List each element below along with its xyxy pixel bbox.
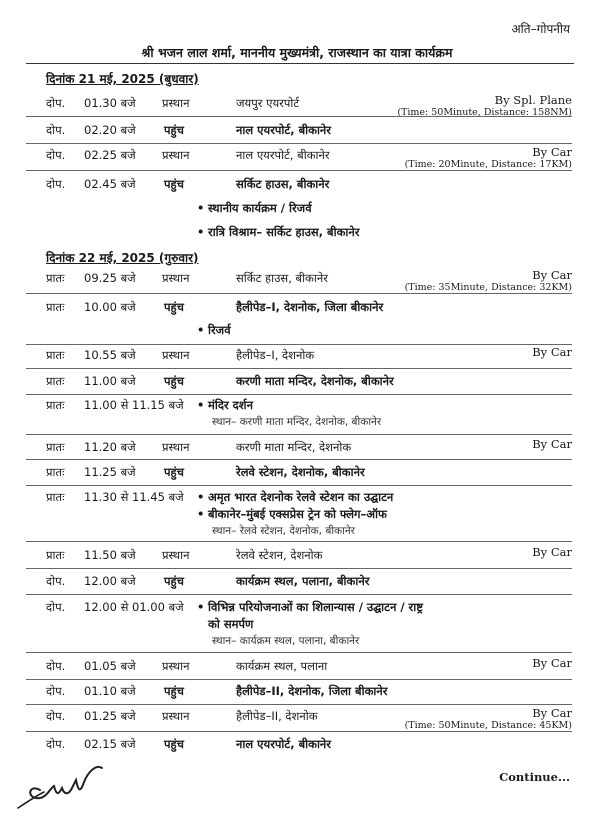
row-period: दोप. [46, 737, 66, 751]
bullet-item: • मंदिर दर्शन [208, 398, 253, 413]
classification-label: अति–गोपनीय [511, 22, 570, 36]
row-mode: By Car [532, 706, 572, 720]
row-action: पहुंच [164, 737, 184, 751]
row-time: 11.00 बजे [84, 374, 136, 388]
row-time: 10.55 बजे [84, 348, 136, 362]
row-period: प्रातः [46, 348, 65, 362]
row-mode: By Car [532, 545, 572, 559]
row-time: 02.15 बजे [84, 737, 136, 751]
row-time: 02.20 बजे [84, 123, 136, 137]
row-divider [26, 594, 572, 595]
row-period: प्रातः [46, 374, 65, 388]
row-place: कार्यक्रम स्थल, पलाना [236, 659, 328, 673]
row-time: 01.10 बजे [84, 684, 136, 698]
bullet-item: • स्थानीय कार्यक्रम / रिजर्व [208, 201, 312, 216]
row-place: करणी माता मन्दिर, देशनोक [236, 440, 352, 454]
row-detail: (Time: 50Minute, Distance: 158NM) [397, 107, 572, 118]
row-place: जयपुर एयरपोर्ट [236, 96, 300, 110]
row-period: प्रातः [46, 300, 65, 314]
row-place: नाल एयरपोर्ट, बीकानेर [236, 123, 332, 137]
row-action: पहुंच [164, 123, 184, 137]
row-time: 11.30 से 11.45 बजे [84, 490, 184, 504]
row-divider [26, 704, 572, 705]
row-action: पहुंच [164, 684, 184, 698]
row-place: हैलीपेड–II, देशनोक, जिला बीकानेर [236, 684, 388, 698]
row-period: प्रातः [46, 548, 65, 562]
row-mode: By Car [532, 345, 572, 359]
row-divider [26, 459, 572, 460]
row-period: प्रातः [46, 398, 65, 412]
row-place: सर्किट हाउस, बीकानेर [236, 271, 328, 285]
bullet-item: • अमृत भारत देशनोक रेलवे स्टेशन का उद्घाटन [208, 490, 393, 505]
row-divider [26, 143, 572, 144]
row-divider [26, 541, 572, 542]
row-place: हैलीपेड–II, देशनोक [236, 709, 318, 723]
row-time: 12.00 से 01.00 बजे [84, 600, 184, 614]
row-time: 11.20 बजे [84, 440, 136, 454]
row-action: पहुंच [164, 465, 184, 479]
venue-note: स्थान– रेलवे स्टेशन, देशनोक, बीकानेर [212, 525, 355, 537]
row-period: दोप. [46, 709, 66, 723]
row-place: रेलवे स्टेशन, देशनोक [236, 548, 323, 562]
row-action: पहुंच [164, 300, 184, 314]
row-time: 11.50 बजे [84, 548, 136, 562]
row-time: 01.30 बजे [84, 96, 136, 110]
row-action: प्रस्थान [162, 271, 190, 285]
bullet-item: • रात्रि विश्राम– सर्किट हाउस, बीकानेर [208, 225, 360, 240]
row-time: 01.05 बजे [84, 659, 136, 673]
row-mode: By Spl. Plane [494, 93, 572, 107]
row-action: प्रस्थान [162, 659, 190, 673]
bullet-item: • रिजर्व [208, 323, 231, 338]
row-action: प्रस्थान [162, 348, 190, 362]
day-heading-2: दिनांक 22 मई, 2025 (गुरुवार) [46, 251, 199, 265]
row-divider [26, 116, 572, 117]
row-place: नाल एयरपोर्ट, बीकानेर [236, 148, 330, 162]
row-action: प्रस्थान [162, 440, 190, 454]
title-rule [26, 63, 574, 64]
row-time: 10.00 बजे [84, 300, 136, 314]
row-time: 12.00 बजे [84, 574, 136, 588]
row-action: पहुंच [164, 177, 184, 191]
row-place: कार्यक्रम स्थल, पलाना, बीकानेर [236, 574, 370, 588]
row-action: पहुंच [164, 574, 184, 588]
row-place: हैलीपेड–I, देशनोक, जिला बीकानेर [236, 300, 384, 314]
bullet-continuation: को समर्पण [208, 617, 254, 631]
row-action: पहुंच [164, 374, 184, 388]
row-time: 11.25 बजे [84, 465, 136, 479]
row-divider [26, 344, 572, 345]
row-action: प्रस्थान [162, 709, 190, 723]
day-heading-1: दिनांक 21 मई, 2025 (बुधवार) [46, 72, 199, 86]
row-period: दोप. [46, 600, 66, 614]
row-place: रेलवे स्टेशन, देशनोक, बीकानेर [236, 465, 365, 479]
row-divider [26, 293, 572, 294]
row-divider [26, 568, 572, 569]
row-divider [26, 652, 572, 653]
row-time: 11.00 से 11.15 बजे [84, 398, 184, 412]
row-period: दोप. [46, 659, 66, 673]
row-divider [26, 679, 572, 680]
row-divider [26, 731, 572, 732]
row-period: प्रातः [46, 271, 65, 285]
row-action: प्रस्थान [162, 96, 190, 110]
row-detail: (Time: 20Minute, Distance: 17KM) [404, 159, 572, 170]
row-divider [26, 394, 572, 395]
row-divider [26, 368, 572, 369]
bullet-item: • विभिन्न परियोजनाओं का शिलान्यास / उद्घाटन / राष्ट्र [208, 600, 423, 615]
row-period: दोप. [46, 123, 66, 137]
row-detail: (Time: 35Minute, Distance: 32KM) [404, 282, 572, 293]
row-place: नाल एयरपोर्ट, बीकानेर [236, 737, 332, 751]
row-period: दोप. [46, 684, 66, 698]
row-mode: By Car [532, 145, 572, 159]
row-place: सर्किट हाउस, बीकानेर [236, 177, 330, 191]
bullet-item: • बीकानेर–मुंबई एक्सप्रेस ट्रेन को फ्लेग–ऑफ [208, 507, 387, 522]
row-mode: By Car [532, 437, 572, 451]
row-time: 09.25 बजे [84, 271, 136, 285]
row-divider [26, 434, 572, 435]
row-period: प्रातः [46, 465, 65, 479]
row-mode: By Car [532, 656, 572, 670]
row-action: प्रस्थान [162, 548, 190, 562]
row-time: 01.25 बजे [84, 709, 136, 723]
row-mode: By Car [532, 268, 572, 282]
row-period: दोप. [46, 96, 66, 110]
continue-note: Continue... [499, 770, 570, 784]
row-place: हैलीपेड–I, देशनोक [236, 348, 315, 362]
page-title: श्री भजन लाल शर्मा, माननीय मुख्यमंत्री, राजस्थान का यात्रा कार्यक्रम [141, 45, 453, 60]
row-period: प्रातः [46, 440, 65, 454]
row-time: 02.25 बजे [84, 148, 136, 162]
row-detail: (Time: 50Minute, Distance: 45KM) [404, 720, 572, 731]
signature [10, 750, 120, 810]
row-period: दोप. [46, 574, 66, 588]
venue-note: स्थान– कार्यक्रम स्थल, पलाना, बीकानेर [212, 635, 360, 647]
row-period: दोप. [46, 177, 66, 191]
row-time: 02.45 बजे [84, 177, 136, 191]
row-divider [26, 170, 572, 171]
row-divider [26, 485, 572, 486]
row-period: प्रातः [46, 490, 65, 504]
row-action: प्रस्थान [162, 148, 190, 162]
row-place: करणी माता मन्दिर, देशनोक, बीकानेर [236, 374, 394, 388]
row-period: दोप. [46, 148, 66, 162]
venue-note: स्थान– करणी माता मन्दिर, देशनोक, बीकानेर [212, 416, 382, 428]
